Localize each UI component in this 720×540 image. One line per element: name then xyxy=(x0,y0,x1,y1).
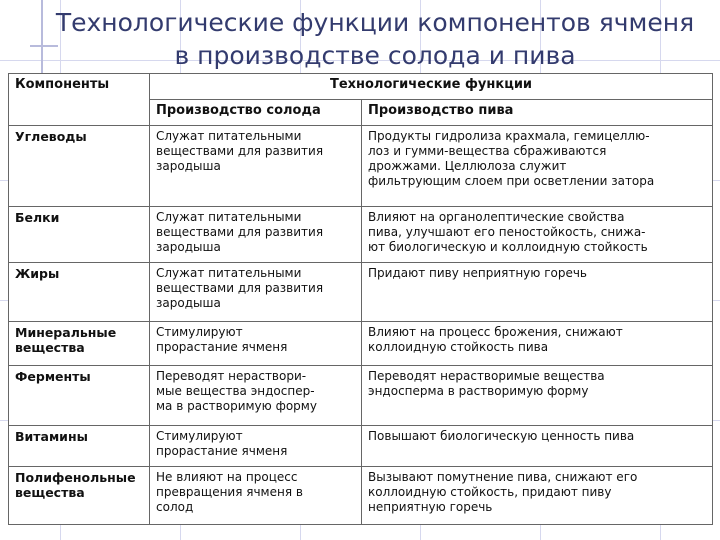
component-cell: Витамины xyxy=(9,426,150,466)
table-row xyxy=(9,466,713,524)
malt-cell: Служат питательными веществами для развития зародыша xyxy=(150,206,362,262)
table-row xyxy=(9,126,713,207)
header-components: Компоненты xyxy=(9,74,150,126)
component-cell: Белки xyxy=(9,206,150,262)
table-row xyxy=(9,206,713,262)
component-cell: Ферменты xyxy=(9,365,150,425)
header-malt: Производство солода xyxy=(150,100,362,126)
beer-cell: Влияют на процесс брожения, снижают коллоидную стойкость пива xyxy=(362,321,713,365)
slide-title xyxy=(30,6,720,72)
table-row xyxy=(9,321,713,365)
functions-table xyxy=(8,73,713,525)
beer-cell: Влияют на органолептические свойства пива, улучшают его пеностойкость, снижа- ют биологическую и коллоидную стойкость xyxy=(362,206,713,262)
beer-cell: Повышают биологическую ценность пива xyxy=(362,426,713,466)
header-functions: Технологические функции xyxy=(150,74,713,100)
beer-cell: Продукты гидролиза крахмала, гемицеллю- лоз и гумми-вещества сбраживаются дрожжами. Целлюлоза служит фильтрующим слоем при осветлении затора xyxy=(362,126,713,207)
beer-cell: Переводят нерастворимые вещества эндосперма в растворимую форму xyxy=(362,365,713,425)
malt-cell: Стимулируют прорастание ячменя xyxy=(150,321,362,365)
malt-cell: Переводят нераствори- мые вещества эндоспер- ма в растворимую форму xyxy=(150,365,362,425)
header-row xyxy=(9,74,713,100)
component-cell: Минеральные вещества xyxy=(9,321,150,365)
header-beer: Производство пива xyxy=(362,100,713,126)
component-cell: Полифенольные вещества xyxy=(9,466,150,524)
title-line-1: Технологические функции компонентов ячменя xyxy=(55,8,695,37)
table-row xyxy=(9,365,713,425)
component-cell: Жиры xyxy=(9,263,150,321)
malt-cell: Стимулируют прорастание ячменя xyxy=(150,426,362,466)
malt-cell: Служат питательными веществами для развития зародыша xyxy=(150,263,362,321)
component-cell: Углеводы xyxy=(9,126,150,207)
malt-cell: Не влияют на процесс превращения ячменя в солод xyxy=(150,466,362,524)
malt-cell: Служат питательными веществами для развития зародыша xyxy=(150,126,362,207)
title-line-2: в производстве солода и пива xyxy=(174,41,576,70)
beer-cell: Придают пиву неприятную горечь xyxy=(362,263,713,321)
table-row xyxy=(9,426,713,466)
table-row xyxy=(9,263,713,321)
beer-cell: Вызывают помутнение пива, снижают его коллоидную стойкость, придают пиву неприятную горечь xyxy=(362,466,713,524)
